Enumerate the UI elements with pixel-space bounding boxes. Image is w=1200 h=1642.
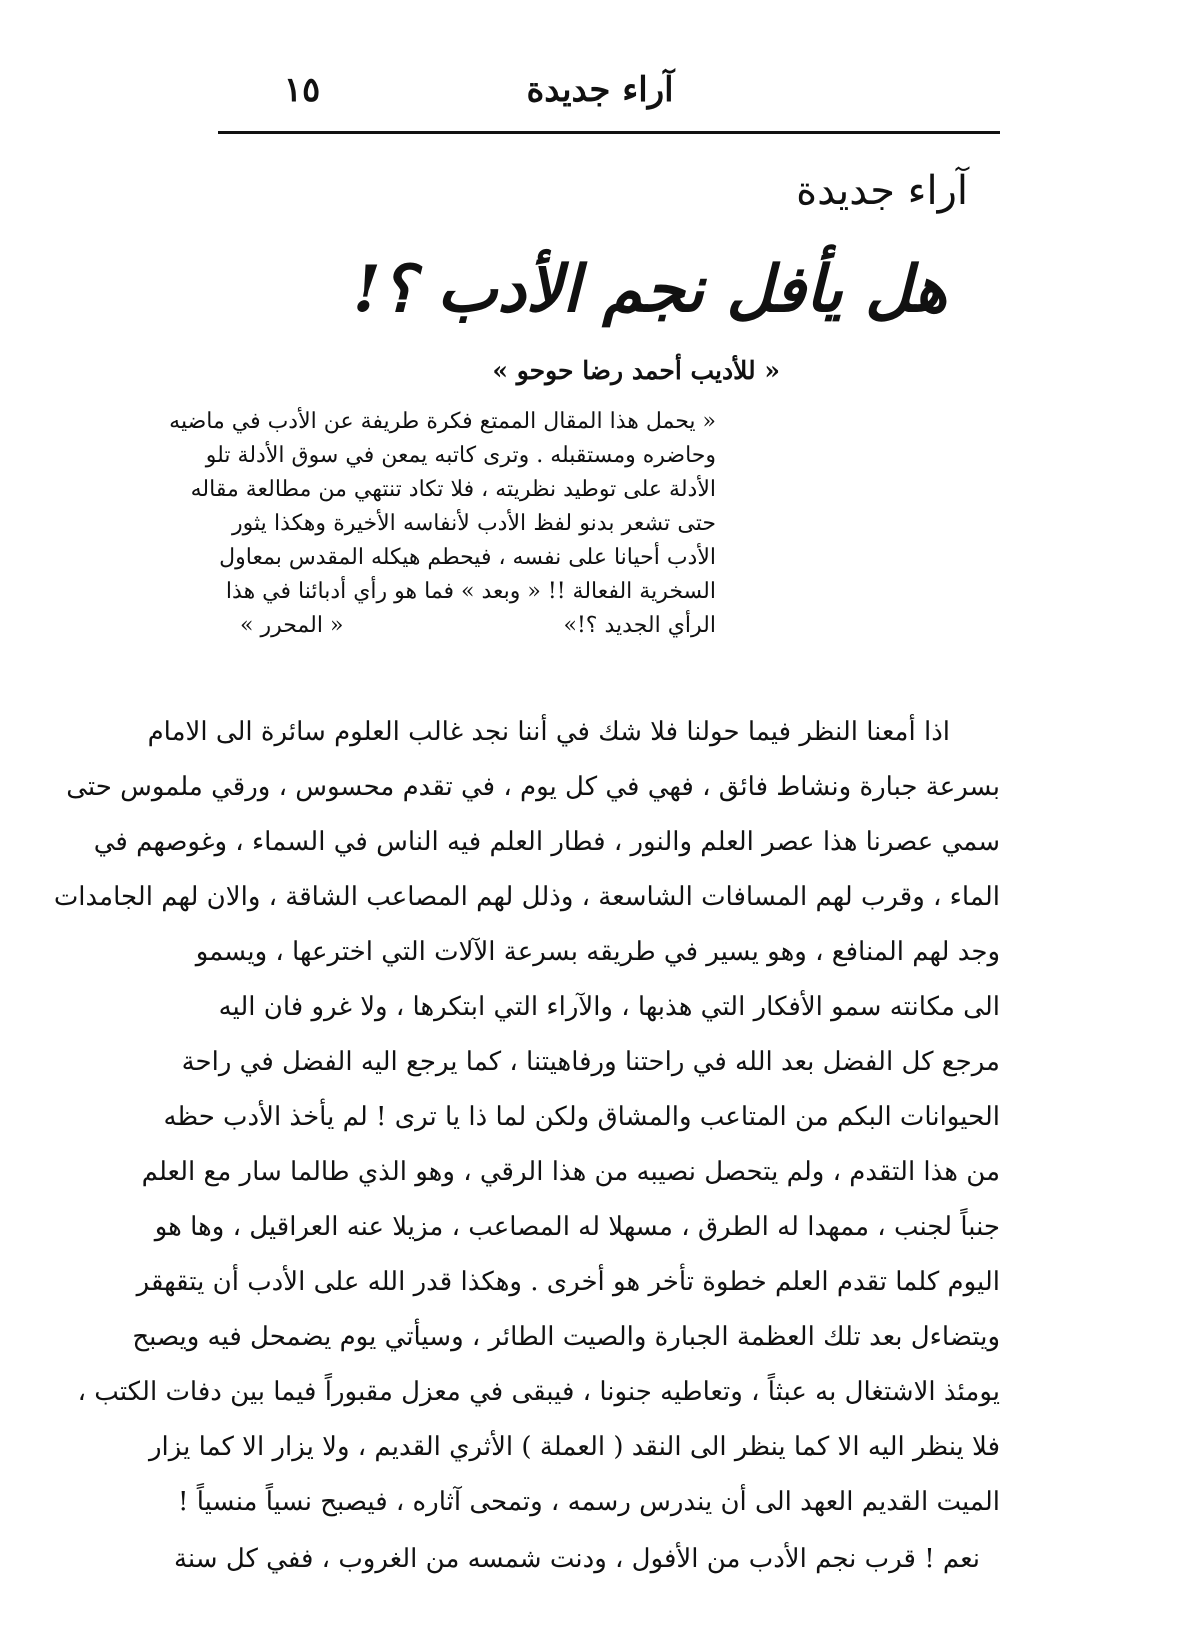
body-line: من هذا التقدم ، ولم يتحصل نصيبه من هذا الرقي ، وهو الذي طالما سار مع العلم — [141, 1157, 1000, 1187]
closing-line: نعم ! قرب نجم الأدب من الأفول ، ودنت شمسه من الغروب ، ففي كل سنة — [173, 1544, 980, 1574]
body-line: سمي عصرنا هذا عصر العلم والنور ، فطار العلم فيه الناس في السماء ، وغوصهم في — [93, 827, 1000, 857]
body-line: مرجع كل الفضل بعد الله في راحتنا ورفاهيتنا ، كما يرجع اليه الفضل في راحة — [181, 1047, 1000, 1077]
intro-line: الأدلة على توطيد نظريته ، فلا تكاد تنتهي من مطالعة مقاله — [190, 477, 716, 502]
body-line: وجد لهم المنافع ، وهو يسير في طريقه بسرعة الآلات التي اخترعها ، ويسمو — [195, 937, 1000, 967]
intro-line: الأدب أحيانا على نفسه ، فيحطم هيكله المقدس بمعاول — [219, 545, 716, 570]
section-label: آراء جديدة — [796, 168, 968, 214]
intro-last-line — [232, 609, 716, 643]
body-line: الحيوانات البكم من المتاعب والمشاق ولكن لما ذا يا ترى ! لم يأخذ الأدب حظه — [163, 1102, 1000, 1132]
body-line: الماء ، وقرب لهم المسافات الشاسعة ، وذلل لهم المصاعب الشاقة ، والان لهم الجامدات — [53, 882, 1000, 912]
header-rule — [218, 131, 1000, 134]
intro-line: حتى تشعر بدنو لفظ الأدب لأنفاسه الأخيرة وهكذا يثور — [232, 511, 716, 536]
intro-line: وحاضره ومستقبله . وترى كاتبه يمعن في سوق الأدلة تلو — [205, 443, 716, 468]
body-line: جنباً لجنب ، ممهدا له الطرق ، مسهلا له المصاعب ، مزيلا عنه العراقيل ، وها هو — [154, 1212, 1000, 1242]
body-line: فلا ينظر اليه الا كما ينظر الى النقد ( العملة ) الأثري القديم ، ولا يزار الا كما يزار — [148, 1432, 1000, 1462]
intro-line: السخرية الفعالة !! « وبعد » فما هو رأي أدبائنا في هذا — [225, 579, 716, 604]
body-line: يومئذ الاشتغال به عبثاً ، وتعاطيه جنونا ، فيبقى في معزل مقبوراً فيما بين دفات الكتب ، — [77, 1377, 1000, 1407]
editor-intro — [169, 405, 716, 643]
body-line: اذا أمعنا النظر فيما حولنا فلا شك في أننا نجد غالب العلوم سائرة الى الامام — [147, 717, 950, 747]
body-line: اليوم كلما تقدم العلم خطوة تأخر هو أخرى . وهكذا قدر الله على الأدب أن يتقهقر — [136, 1267, 1000, 1297]
intro-line: « يحمل هذا المقال الممتع فكرة طريفة عن الأدب في ماضيه — [169, 409, 716, 434]
author-byline: « للأديب أحمد رضا حوحو » — [492, 356, 780, 385]
body-line: الى مكانته سمو الأفكار التي هذبها ، والآراء التي ابتكرها ، ولا غرو فان اليه — [218, 992, 1000, 1022]
editor-signature: « المحرر » — [240, 613, 344, 638]
article-body — [53, 705, 1000, 1530]
page-number: ١٥ — [283, 70, 321, 110]
body-line: بسرعة جبارة ونشاط فائق ، فهي في كل يوم ، في تقدم محسوس ، ورقي ملموس حتى — [66, 772, 1000, 802]
article-title: هل يأفل نجم الأدب ؟! — [352, 252, 948, 327]
body-line: الميت القديم العهد الى أن يندرس رسمه ، وتمحى آثاره ، فيصبح نسياً منسياً ! — [178, 1487, 1000, 1517]
intro-line: الرأي الجديد ؟!» — [563, 613, 716, 638]
body-line: ويتضاءل بعد تلك العظمة الجبارة والصيت الطائر ، وسيأتي يوم يضمحل فيه ويصبح — [132, 1322, 1000, 1352]
running-title: آراء جديدة — [526, 70, 674, 110]
